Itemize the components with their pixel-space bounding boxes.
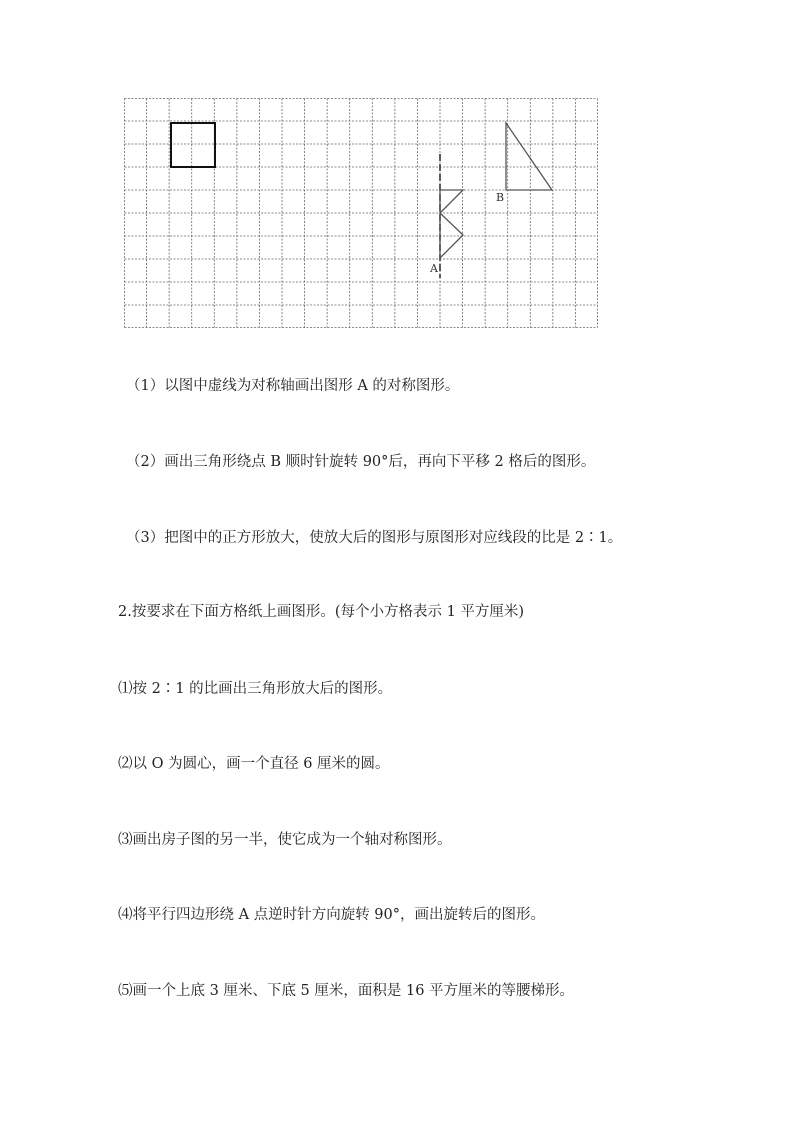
part1-item-1: （1）以图中虚线为对称轴画出图形 A 的对称图形。 — [126, 378, 460, 394]
part2-item-2: ⑵以 O 为圆心，画一个直径 6 厘米的圆。 — [118, 756, 390, 772]
part2-item-1: ⑴按 2∶1 的比画出三角形放大后的图形。 — [118, 681, 393, 697]
triangle-shape — [506, 123, 552, 190]
part1-item-3: （3）把图中的正方形放大，使放大后的图形与原图形对应线段的比是 2∶1。 — [126, 530, 623, 546]
shape-a — [440, 190, 463, 258]
part1-item-2: （2）画出三角形绕点 B 顺时针旋转 90°后，再向下平移 2 格后的图形。 — [126, 454, 596, 470]
label-a: A — [430, 262, 438, 275]
grid-lines — [125, 99, 598, 328]
square-shape — [171, 123, 215, 167]
label-b: B — [496, 191, 505, 204]
part2-item-3: ⑶画出房子图的另一半，使它成为一个轴对称图形。 — [118, 832, 452, 848]
part2-item-4: ⑷将平行四边形绕 A 点逆时针方向旋转 90°，画出旋转后的图形。 — [118, 907, 545, 923]
grid-figure — [124, 98, 598, 328]
question-2-heading: 2.按要求在下面方格纸上画图形。(每个小方格表示 1 平方厘米) — [118, 604, 525, 620]
part2-item-5: ⑸画一个上底 3 厘米、下底 5 厘米，面积是 16 平方厘米的等腰梯形。 — [118, 983, 575, 999]
